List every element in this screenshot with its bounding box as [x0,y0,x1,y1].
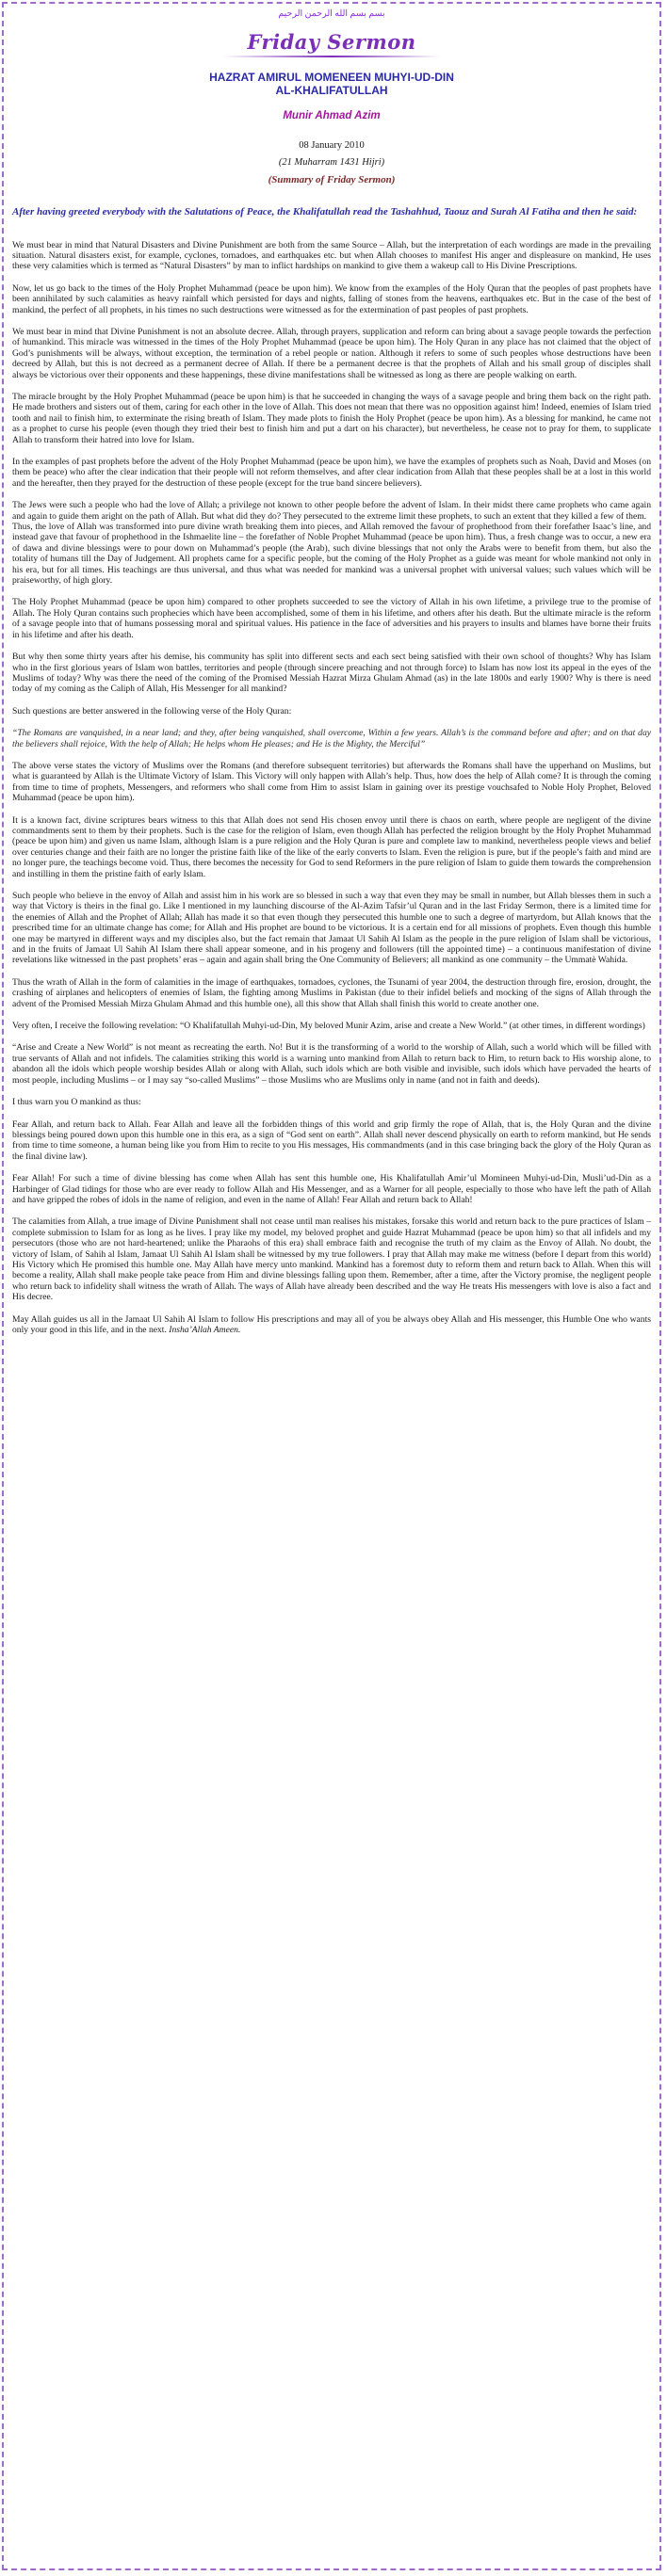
sermon-paragraph: I thus warn you O mankind as thus: [12,1097,141,1108]
sermon-paragraph: But why then some thirty years after his demise, his community has split into different sects and each sect being satisfied with their own school of thoughts? Why has Islam who in the first glorious years of Islam won battles, territories and people (through sincere preaching and not through force) to Islam has now lost its appeal in the eyes of the Muslims of today? Why was there the need of the coming of the Promised Messiah Hazrat Mirza Ghulam Ahmad (as) in the late 1800s and early 1900? Why is there is need today of my coming as the Caliph of Allah, His Messenger for all mankind? [12,652,651,695]
sermon-paragraph: Such questions are better answered in the following verse of the Holy Quran: [12,705,292,716]
bismillah: بسم بسم الله الرحمن الرحيم [278,9,385,19]
sermon-paragraph: We must bear in mind that Divine Punishment is not an absolute decree. Allah, through prayers, supplication and reform can bring about a savage people towards the perfection of humankind. This miracle was witnessed in the times of the Holy Prophet Muhammad (peace be upon him). The Holy Quran in any place has not claimed that the object of God’s punishments will be always, without exception, the termination of a rebel people or nation. Although it refers to some of such peoples whose destructions have been decreed by Allah, but this is not decreed as a permanent decree of Allah. If there be a permanent decree is that the prophets of Allah and his small group of disciples shall always be victorious over their opponents and these happenings, these divine manifestations shall be witnessed as long as there are people walking on earth. [12,326,651,380]
sermon-paragraph: The above verse states the victory of Muslims over the Romans (and therefore subsequent territories) but afterwards the Romans shall have the upperhand on Muslims, but what is guaranteed by Allah is the Ultimate Victory of Islam. This Victory will only happen with Allah’s help. Thus, how does the help of Allah come? It is through the coming from time to time of prophets, Messengers, and reformers who shall come from Him to assist Islam in gaining over its prestige vouchsafed to Noble Holy Prophet, Beloved Muhammad (peace be upon him). [12,760,651,804]
sermon-paragraph: Thus the wrath of Allah in the form of calamities in the image of earthquakes, tornadoes, cyclones, the Tsunami of year 2004, the destruction through fire, erosion, drought, the crashing of airplanes and helicopters of enemies of Islam, the fighting among Muslims in Pakistan (due to their infidel beliefs and mocking of the signs of Allah through the advent of the Promised Messiah Mirza Ghulam Ahmad and this humble one), all this show that Allah shall finish this world to create another one. [12,976,651,1009]
speaker-line-1: HAZRAT AMIRUL MOMENEEN MUHYI-UD-DIN [209,71,454,84]
sermon-paragraph: In the examples of past prophets before the advent of the Holy Prophet Muhammad (peace be upon him), we have the examples of prophets such as Noah, David and Moses (on them be peace) who after the clear indication that their people will not reform themselves, and after clear indication from Allah that these peoples shall be at a lost in this world and the hereafter, then they prayed for the destruction of these people (except for the true band sincere believers). [12,457,651,489]
sermon-paragraph: Very often, I receive the following revelation: “O Khalifatullah Muhyi-ud-Din, My beloved Munir Azim, arise and create a New World.” (at other times, in different wordings) [12,1021,645,1032]
sermon-paragraph: Now, let us go back to the times of the Holy Prophet Muhammad (peace be upon him). We know from the examples of the Holy Quran that the peoples of past prophets have been annihilated by such calamities as heavy rainfall which persisted for days and nights, falling of stones from the heavens, earthquakes etc. But in the case of the best of mankind, the perfect of all prophets, in his times no such destructions were witnessed as for the extermination of past peoples of past prophets. [12,282,651,315]
page-title: Friday Sermon [247,30,416,54]
greeting-paragraph: After having greeted everybody with the Salutations of Peace, the Khalifatullah read the Tashahhud, Taouz and Surah Al Fatiha and then he said: [12,206,638,217]
sermon-paragraph: It is a known fact, divine scriptures bears witness to this that Allah does not send His chosen envoy until there is chaos on earth, where people are negligent of the divine commandments sent to them by their prophets. Such is the case for the religion of Islam, even though Allah has perfected the religion brought by the Holy Prophet Muhammad (peace be upon him) and given us name Islam, although Islam is a pure religion and the Holy Quran is pure and complete law to mankind, nevertheless people views and belief over centuries change and their faith are no longer the pristine faith like of the like of the early converts to Islam. Even the religion is pure, but if the people’s faith and mind are no longer pure, the teachings become void. Thus, there becomes the necessity for God to send Reformers in the pure religion of Islam to guide them towards the comprehension and instilling in them the pristine faith of early Islam. [12,814,651,879]
sermon-paragraph: The miracle brought by the Holy Prophet Muhammad (peace be upon him) is that he succeeded in changing the ways of a savage people and bring them back on the right path. He made brothers and sisters out of them, caring for each other in the love of Allah. This does not mean that there was no opposition against him! Indeed, enemies of Islam tried tooth and nail to finish him, to exterminate the rising breath of Islam. They made plots to finish the Holy Prophet (peace be upon him). As a blessing for mankind, he came not as a prophet to curse his people (even though they tried their best to finish him and put a dart on his character), but nevertheless, he cease not to pray for them, to supplicate Allah to transform their hatred into love for Islam. [12,391,651,445]
sermon-paragraph: We must bear in mind that Natural Disasters and Divine Punishment are both from the same Source – Allah, but the interpretation of each wordings are made in the prevailing situation. Natural disasters exist, for example, cyclones, tornadoes, and earthquakes etc. but when Allah chooses to manifest His anger and displeasure on mankind, He uses these very calamities which is termed as “Natural Disasters” by man to inflict hardships on mankind to give them a wakeup call to His Divine Prescriptions. [12,239,651,272]
speaker-name [12,71,651,97]
sermon-paragraph: The Holy Prophet Muhammad (peace be upon him) compared to other prophets succeeded to see the victory of Allah in his own lifetime, a privilege true to the promise of Allah. The Holy Quran contains such prophecies which have been accomplished, some of them in his lifetime, and others after his death. But the ultimate miracle is the reform of a savage people into that of humans possessing moral and spiritual values. His patience in the face of adversities and his prayers to insults and blames have borne their fruits in his lifetime and after his death. [12,597,651,640]
closing-paragraph [12,1314,651,1336]
sermon-paragraph: Such people who believe in the envoy of Allah and assist him in his work are so blessed in such a way that even they may be small in number, but Allah blesses them in such a way that Victory is theirs in the final go. Like I mentioned in my launching discourse of the Al-Azim Tafsir’ul Quran and in the last Friday Sermon, there is a limited time for the enemies of Allah and the Prophet of Allah; Allah has made it so that even though they persecuted this humble one to such a degree of martyrdom, but Allah knows that the prescribed time for an ultimate change has come; for Allah and His prophet are bound to be victorious. It is a certain end for all missions of prophets. Even though this humble one may be martyred in different ways and my disciples also, but the fact remain that Jamaat Ul Sahih Al Islam as the people in the pure religion of Islam shall be victorious, and in the fruits of Jamaat Ul Sahih Al Islam there shall appear someone, and in his progeny and followers (till the appointed time) – a continuous manifestation of divine revelations like witnessed in the past prophets’ eras – again and again shall bring the One Community of Believers; all mankind as one community – the Ummatè Wahida. [12,891,651,966]
hijri-date: (21 Muharram 1431 Hijri) [278,157,385,168]
speaker-line-2: AL-KHALIFATULLAH [275,84,388,97]
sermon-paragraph: The Jews were such a people who had the love of Allah; a privilege not known to other people before the advent of Islam. In their midst there came prophets who came again and again to guide them aright on the path of Allah. But what did they do? They persecuted to the extreme limit these prophets, to such an extent that they killed a few of them. Thus, the love of Allah was transformed into pure divine wrath breaking them into pieces, and Allah removed the favour of prophethood from their forefather Isaac’s line, and instead gave that favour of prophethood in the Ishmaelite line – the forefather of Noble Prophet Muhammad (peace be upon him). Thus, a fresh change was to occur, a new era of dawa and divine blessings were to pour down on Muhammad’s people (the Arab), such divine blessings that not only the Arabs were to benefit from them, but also the totality of humans till the Day of Judgement. All prophets came for a specific people, but the coming of the Holy Prophet as a guide was meant for whole mankind not only in his era, but for all times. His teachings are thus universal, and thus what was needed for mankind was a universal prophet with universal values; such values which will be praiseworthy, of high glory. [12,500,651,587]
sermon-page [2,2,661,2570]
sermon-paragraph: “Arise and Create a New World” is not meant as recreating the earth. No! But it is the transforming of a world to the worship of Allah, such a world which will be filled with true servants of Allah and not infidels. The calamities striking this world is a warning unto mankind from Allah to return back to Him, to return back to His worship alone, to abandon all the idols which people worship besides Allah or along with Allah, such idols which are both visible and invisible, such idols which have pervaded the hearts of most people, including Muslims – or I may say “so-called Muslims” – those Muslims who are Muslims only in name (and not in faith and deeds). [12,1042,651,1086]
author-name: Munir Ahmad Azim [283,110,381,121]
closing-signoff: Insha’Allah Ameen. [169,1325,241,1335]
sermon-body [12,240,651,1303]
title-divider [223,56,440,57]
sermon-paragraph: Fear Allah! For such a time of divine blessing has come when Allah has sent this humble one, His Khalifatullah Amir’ul Momineen Muhyi-ud-Din, Musli’ud-Din as a Harbinger of Glad tidings for those who are ever ready to follow Allah and His Messenger, and as a Warner for all people, especially to those who have left the path of Allah and have gripped the robes of idols in the name of religion, and even in the name of Allah! Fear Allah and return back to Allah! [12,1173,651,1205]
sermon-paragraph: “The Romans are vanquished, in a near land; and they, after being vanquished, shall overcome, Within a few years. Allah’s is the command before and after; and on that day the believers shall rejoice, With the help of Allah; He helps whom He pleases; and He is the Mighty, the Merciful” [12,728,651,749]
sermon-paragraph: The calamities from Allah, a true image of Divine Punishment shall not cease until man realises his mistakes, forsake this world and return back to the pure practices of Islam – complete submission to Islam for as long as he lives. I pray like my model, my beloved prophet and guide Hazrat Muhammad (peace be upon him) so that all infidels and my persecutors (those who are not hard-heartened; unlike the Pharaohs of this era) shall embrace faith and recognise the truth of my claim as the Envoy of Allah. No doubt, the victory of Islam, of Sahih al Islam, Jamaat Ul Sahih Al Islam shall be witnessed by my true followers. I pray that Allah may make me witness (before I depart from this world) His Victory which He promised this humble one. May Allah have mercy unto mankind. Mankind has a foremost duty to reform them and return back to Allah. When this will become a reality, Allah shall make people take peace from Him and divine blessings falling upon them. Remember, after a time, after the Victory promise, the negligent people who return back to infidelity shall witness the wrath of Allah. The ways of Allah have already been described and the way He treats His messengers with love is also a fact and His decree. [12,1216,651,1303]
summary-label: (Summary of Friday Sermon) [268,174,396,185]
sermon-date: 08 January 2010 [299,140,365,151]
sermon-paragraph: Fear Allah, and return back to Allah. Fear Allah and leave all the forbidden things of this world and grip firmly the rope of Allah, that is, the Holy Quran and the divine blessings being poured down upon this humble one in this era, as a sign of “God sent on earth”. Allah shall never descend physically on earth to reform mankind, but He sends from time to time someone, a human being like you from Him to recite to you His messages, His commandments (and in this case bringing back the glory of the Holy Quran as the final divine law). [12,1119,651,1162]
closing-text: May Allah guides us all in the Jamaat Ul Sahih Al Islam to follow His prescriptions and may all of you be always obey Allah and His messenger, this Humble One who wants only your good in this life, and in the next. [12,1313,651,1335]
